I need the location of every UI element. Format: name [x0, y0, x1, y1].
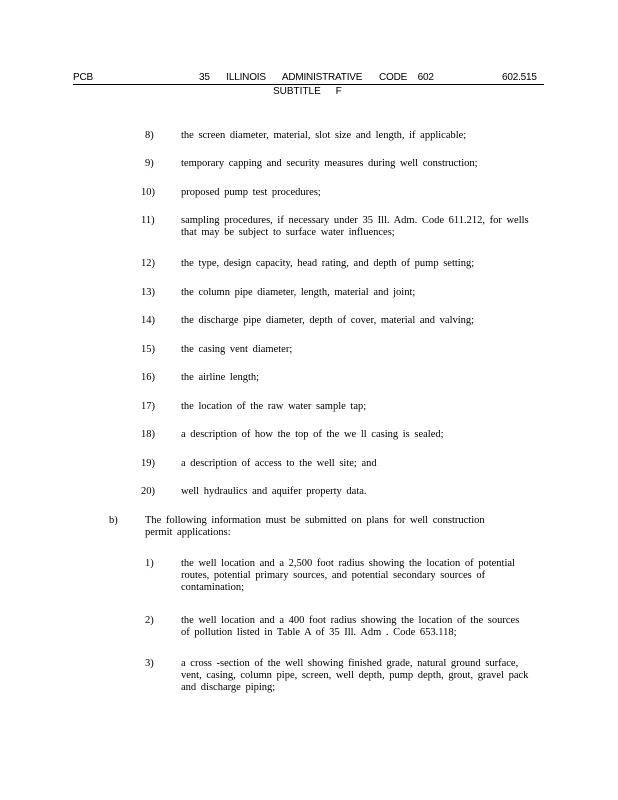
item-text: the well location and a 400 foot radius showing the location of the sources of pollution listed in Table A of 35 Ill. Adm . Code 653.118;	[181, 615, 520, 638]
item-text: proposed pump test procedures;	[181, 187, 321, 198]
item-number: 18)	[141, 429, 155, 440]
item-text: a cross -section of the well showing finished grade, natural ground surface, vent, casing, column pipe, screen, well depth, pump depth, grout, gravel pack and discharge piping;	[181, 658, 529, 693]
header-code: CODE 602	[379, 72, 434, 83]
item-number: 13)	[141, 287, 155, 298]
item-number: 11)	[141, 215, 155, 226]
item-number: 20)	[141, 486, 155, 497]
header-subtitle: SUBTITLE F	[273, 86, 342, 97]
subsection-label: b)	[109, 515, 118, 526]
item-number: 16)	[141, 372, 155, 383]
item-number: 14)	[141, 315, 155, 326]
item-text: temporary capping and security measures during well construction;	[181, 158, 478, 169]
header-agency: PCB	[73, 72, 93, 83]
item-text: sampling procedures, if necessary under 35 Ill. Adm. Code 611.212, for wells that may be subject to surface water influences;	[181, 215, 529, 238]
item-number: 2)	[145, 615, 154, 626]
item-number: 19)	[141, 458, 155, 469]
header-section-number: 602.515	[502, 72, 537, 83]
item-text: the well location and a 2,500 foot radius showing the location of potential routes, potential primary sources, and potential secondary sources of contamination;	[181, 558, 515, 593]
item-number: 9)	[145, 158, 154, 169]
item-text: the column pipe diameter, length, material and joint;	[181, 287, 416, 298]
header-rule	[73, 84, 544, 85]
header-title: 35 ILLINOIS ADMINISTRATIVE	[199, 72, 363, 83]
item-number: 17)	[141, 401, 155, 412]
item-text: the location of the raw water sample tap;	[181, 401, 367, 412]
item-text: well hydraulics and aquifer property data.	[181, 486, 367, 497]
item-number: 15)	[141, 344, 155, 355]
item-text: the casing vent diameter;	[181, 344, 293, 355]
item-text: the airline length;	[181, 372, 260, 383]
item-text: the discharge pipe diameter, depth of cover, material and valving;	[181, 315, 475, 326]
page-header	[0, 0, 618, 100]
item-number: 3)	[145, 658, 154, 669]
item-text: a description of how the top of the we ll casing is sealed;	[181, 429, 444, 440]
item-text: a description of access to the well site; and	[181, 458, 377, 469]
item-number: 12)	[141, 258, 155, 269]
item-number: 8)	[145, 130, 154, 141]
item-number: 10)	[141, 187, 155, 198]
subsection-text: The following information must be submitted on plans for well construction permit applications:	[145, 515, 485, 538]
item-text: the screen diameter, material, slot size and length, if applicable;	[181, 130, 467, 141]
item-text: the type, design capacity, head rating, and depth of pump setting;	[181, 258, 475, 269]
item-number: 1)	[145, 558, 154, 569]
